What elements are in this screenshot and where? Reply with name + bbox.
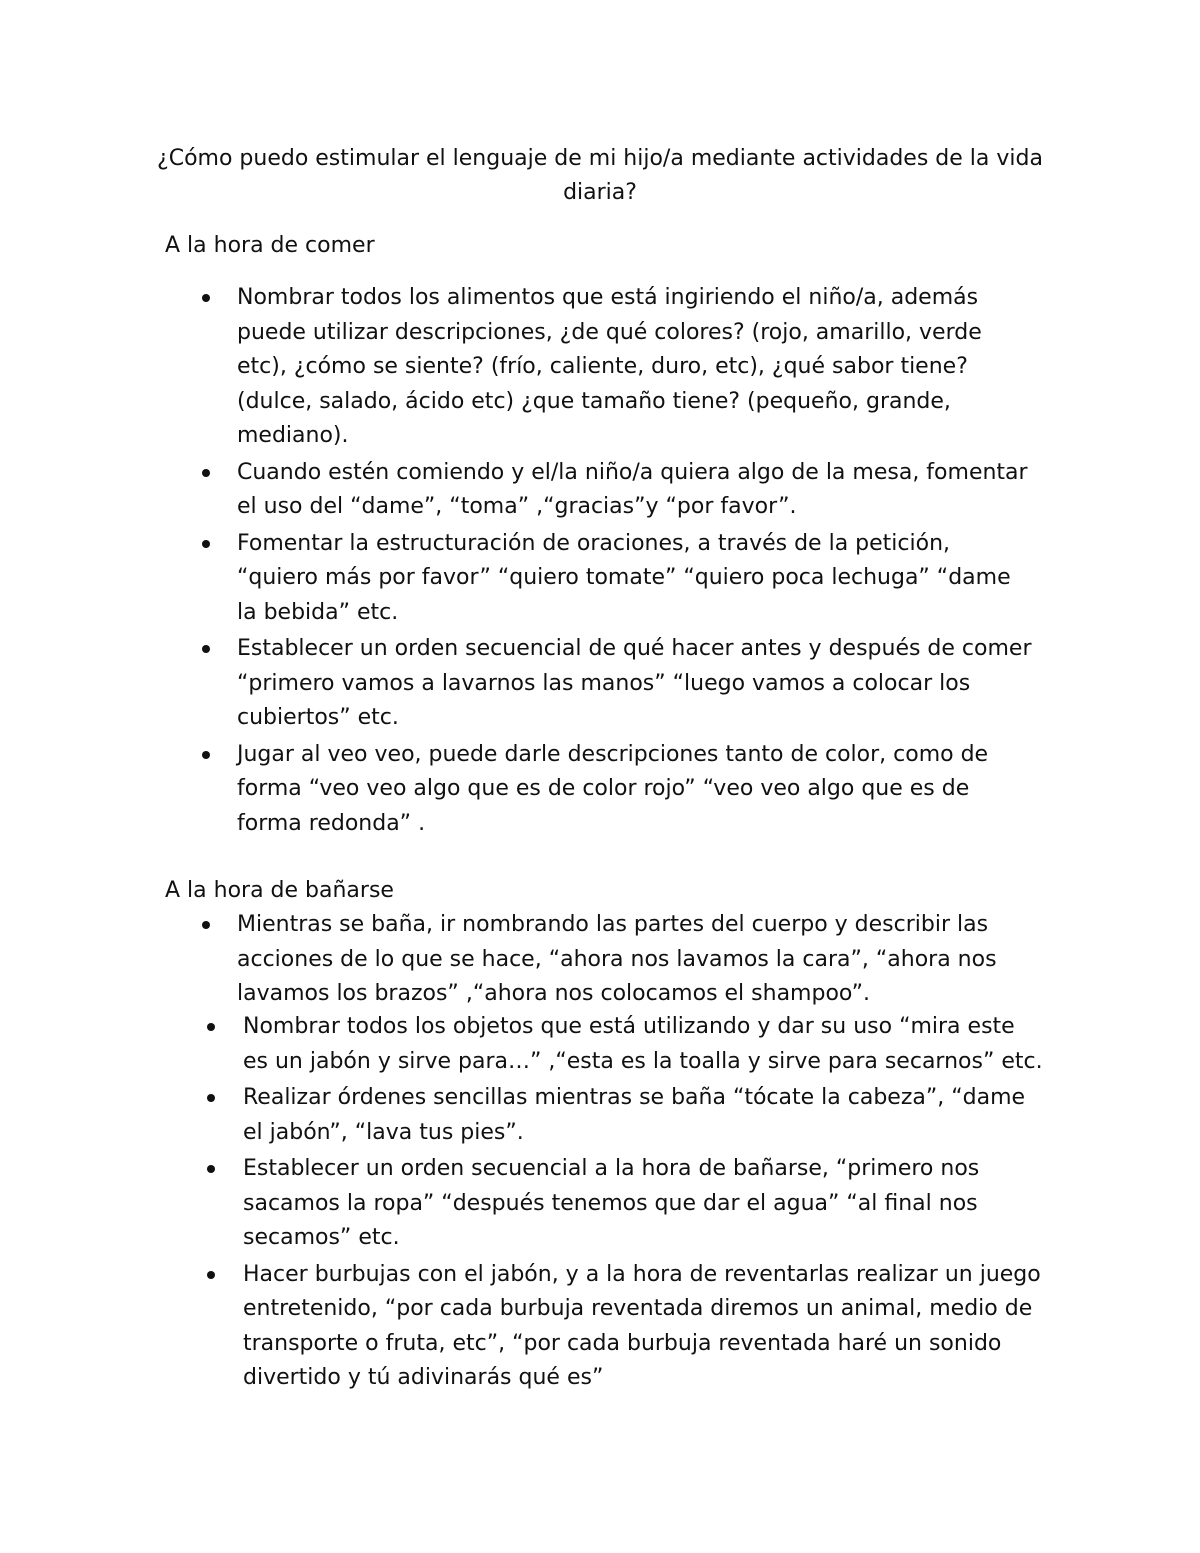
bullet-icon <box>202 469 210 477</box>
list-item <box>243 1258 1043 1396</box>
bullet-icon <box>207 1094 215 1102</box>
list-item-text: Establecer un orden secuencial a la hora de bañarse, “primero nos sacamos la ropa” “después tenemos que dar el agua” “al final nos secamos” etc. <box>243 1156 980 1250</box>
section-heading-comer: A la hora de comer <box>165 233 375 258</box>
list-item-text: Fomentar la estructuración de oraciones, a través de la petición, “quiero más por favor” “quiero tomate” “quiero poca lechuga” “dame la bebida” etc. <box>237 530 1011 625</box>
list-item-text: Cuando estén comiendo y el/la niño/a quiera algo de la mesa, fomentar el uso del “dame”, “toma” ,“gracias”y “por favor”. <box>237 459 1028 519</box>
list-item <box>237 908 1037 1012</box>
list-item <box>237 281 1037 454</box>
list-item <box>237 632 1037 736</box>
bullet-icon <box>202 294 210 302</box>
list-item-text: Nombrar todos los objetos que está utilizando y dar su uso “mira este es un jabón y sirve para…” ,“esta es la toalla y sirve para secarnos” etc. <box>243 1014 1043 1074</box>
bullet-icon <box>207 1271 215 1279</box>
list-item <box>237 527 1037 631</box>
bullet-list-banarse-first <box>237 908 1037 1014</box>
bullet-icon <box>202 921 210 929</box>
bullet-list-banarse <box>243 1010 1043 1398</box>
list-item-text: Mientras se baña, ir nombrando las partes del cuerpo y describir las acciones de lo que se hace, “ahora nos lavamos la cara”, “ahora nos lavamos los brazos” ,“ahora nos colocamos el shampoo”. <box>237 912 997 1006</box>
bullet-icon <box>202 751 210 759</box>
list-item-text: Nombrar todos los alimentos que está ingiriendo el niño/a, además puede utilizar descripciones, ¿de qué colores? (rojo, amarillo, verde etc), ¿cómo se siente? (frío, caliente, duro, etc), ¿qué sabor tiene? (dulce, salado, ácido etc) ¿que tamaño tiene? (pequeño, grande, mediano). <box>237 285 982 448</box>
bullet-list-comer <box>237 281 1037 843</box>
bullet-icon <box>202 540 210 548</box>
list-item-text: Hacer burbujas con el jabón, y a la hora de reventarlas realizar un juego entretenido, “por cada burbuja reventada diremos un animal, medio de transporte o fruta, etc”, “por cada burbuja reventada haré un sonido divertido y tú adivinarás qué es” <box>243 1261 1041 1390</box>
list-item-text: Establecer un orden secuencial de qué hacer antes y después de comer “primero vamos a lavarnos las manos” “luego vamos a colocar los cubiertos” etc. <box>237 636 1032 730</box>
list-item <box>243 1010 1043 1079</box>
section-heading-banarse: A la hora de bañarse <box>165 878 394 903</box>
document-title: ¿Cómo puedo estimular el lenguaje de mi hijo/a mediante actividades de la vida diaria? <box>157 146 1043 205</box>
list-item-text: Jugar al veo veo, puede darle descripciones tanto de color, como de forma “veo veo algo que es de color rojo” “veo veo algo que es de forma redonda” . <box>237 741 989 836</box>
list-item <box>243 1081 1043 1150</box>
bullet-icon <box>202 645 210 653</box>
list-item-text: Realizar órdenes sencillas mientras se baña “tócate la cabeza”, “dame el jabón”, “lava tus pies”. <box>243 1085 1026 1145</box>
list-item <box>237 456 1037 525</box>
bullet-icon <box>207 1165 215 1173</box>
list-item <box>243 1152 1043 1256</box>
bullet-icon <box>207 1023 215 1031</box>
list-item <box>237 738 1037 842</box>
